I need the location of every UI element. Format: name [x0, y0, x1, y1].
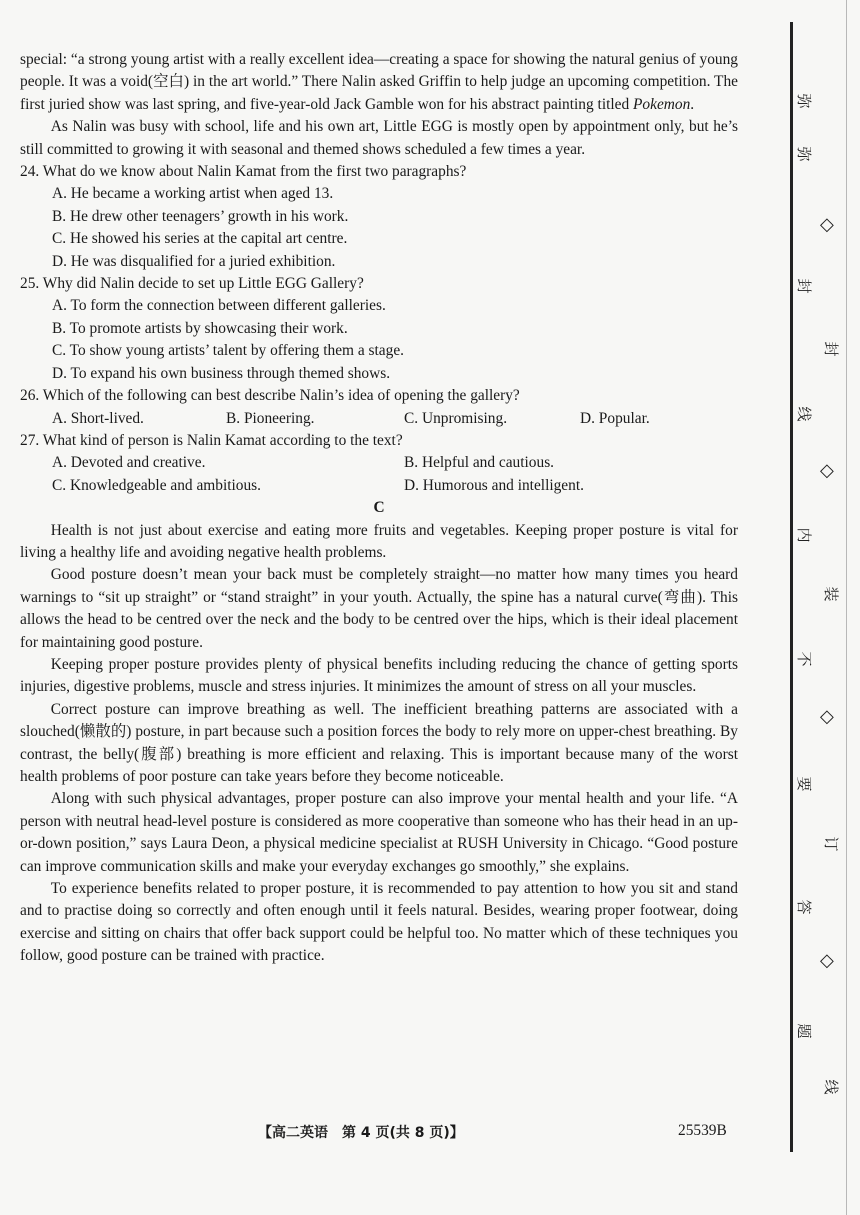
- margin-char: 线: [822, 1079, 840, 1095]
- option-c: C. To show young artists’ talent by offering them a stage.: [52, 342, 404, 360]
- options-row-2: [52, 475, 738, 497]
- option-d: D. He was disqualified for a juried exhibition.: [52, 252, 336, 270]
- question-25: [20, 273, 738, 385]
- question-26: [20, 385, 738, 430]
- passage-text-end: .: [690, 95, 695, 113]
- diamond-icon: ◇: [820, 460, 834, 481]
- question-stem: 26. Which of the following can best describe Nalin’s idea of opening the gallery?: [20, 387, 520, 405]
- question-27: [20, 430, 738, 497]
- cut-line: [846, 0, 847, 1215]
- passage-c-paragraph-4: Correct posture can improve breathing as well. The inefficient breathing patterns are associated with a slouched(懒散的) posture, in part because such a position forces the body to rely more on upper-chest breathing. By contrast, the belly(腹部) breathing is more efficient and relaxing. This is important because many of the worst health problems of poor posture can take years before they become noticeable.: [20, 700, 738, 785]
- diamond-icon: ◇: [820, 214, 834, 235]
- option-d: D. To expand his own business through themed shows.: [52, 364, 391, 382]
- option-c: C. Knowledgeable and ambitious.: [52, 476, 262, 494]
- option-b: B. Pioneering.: [226, 409, 315, 427]
- option-c: C. He showed his series at the capital art centre.: [52, 230, 348, 248]
- option-d: D. Humorous and intelligent.: [404, 476, 584, 494]
- painting-title: Pokemon: [633, 95, 691, 113]
- option-a: A. He became a working artist when aged 13.: [52, 185, 334, 203]
- question-24: [20, 161, 738, 273]
- question-stem: 25. Why did Nalin decide to set up Little EGG Gallery?: [20, 275, 364, 293]
- passage-b-paragraph: As Nalin was busy with school, life and his own art, Little EGG is mostly open by appointment only, but he’s still committed to growing it with seasonal and themed shows scheduled a few times a year.: [20, 118, 738, 158]
- question-stem: 27. What kind of person is Nalin Kamat according to the text?: [20, 431, 403, 449]
- diamond-icon: ◇: [820, 706, 834, 727]
- margin-char: 弥: [795, 93, 813, 109]
- option-d: D. Popular.: [580, 409, 650, 427]
- margin-char: 答: [795, 899, 813, 915]
- margin-char: 封: [795, 278, 813, 294]
- option-c: C. Unpromising.: [404, 409, 508, 427]
- options-row: [52, 408, 738, 430]
- passage-c-paragraph-1: Health is not just about exercise and eating more fruits and vegetables. Keeping proper posture is vital for living a healthy life and avoiding negative health problems.: [20, 521, 738, 561]
- margin-char: 弥: [795, 146, 813, 162]
- section-heading-c: C: [373, 499, 385, 517]
- margin-char: 线: [795, 406, 813, 422]
- option-a: A. To form the connection between different galleries.: [52, 297, 386, 315]
- passage-b-continued: [20, 49, 738, 116]
- option-b: B. To promote artists by showcasing their work.: [52, 319, 348, 337]
- margin-char: 要: [795, 776, 813, 792]
- margin-char: 不: [795, 651, 813, 667]
- margin-char: 装: [822, 586, 840, 602]
- exam-page-body: [20, 49, 738, 968]
- option-b: B. Helpful and cautious.: [404, 454, 555, 472]
- question-stem: 24. What do we know about Nalin Kamat from the first two paragraphs?: [20, 163, 467, 181]
- margin-char: 内: [795, 527, 813, 543]
- passage-c-paragraph-2: Good posture doesn’t mean your back must be completely straight—no matter how many times you heard warnings to “sit up straight” or “stand straight” in your youth. Actually, the spine has a natural curve(弯曲). This allows the head to be centred over the neck and the body to be centred over the hips, which is their ideal placement for maintaining good posture.: [20, 566, 738, 651]
- option-a: A. Devoted and creative.: [52, 454, 206, 472]
- page-footer: [0, 1122, 860, 1146]
- page-label: 【高二英语 第 4 页(共 8 页)】: [258, 1125, 464, 1141]
- passage-text: special: “a strong young artist with a really excellent idea—creating a space for showing the natural genius of young people. It was a void(空白) in the art world.” There Nalin asked Griffin to help judge an upcoming competition. The first juried show was last spring, and five-year-old Jack Gamble won for his abstract painting titled: [20, 51, 738, 113]
- exam-code: 25539B: [678, 1122, 727, 1139]
- binding-line: [790, 22, 793, 1152]
- options-row-1: [52, 452, 738, 474]
- margin-char: 封: [822, 341, 840, 357]
- margin-char: 订: [822, 836, 840, 852]
- passage-c-paragraph-6: To experience benefits related to proper posture, it is recommended to pay attention to how you sit and stand and to practise doing so correctly and often enough until it feels natural. Besides, wearing proper footwear, doing exercise and sitting on chairs that offer back support could be helpful too. No matter which of these techniques you follow, good posture can be trained with practice.: [20, 880, 738, 965]
- option-b: B. He drew other teenagers’ growth in his work.: [52, 207, 349, 225]
- passage-c-paragraph-3: Keeping proper posture provides plenty of physical benefits including reducing the chance of getting sports injuries, digestive problems, muscle and stress injuries. It minimizes the amount of stress on all your muscles.: [20, 655, 738, 696]
- margin-char: 题: [795, 1023, 813, 1039]
- option-a: A. Short-lived.: [52, 409, 144, 427]
- passage-c-paragraph-5: Along with such physical advantages, proper posture can also improve your mental health and your life. “A person with neutral head-level posture is considered as more cooperative than someone who has their head in an up-or-down position,” says Laura Deon, a physical medicine specialist at RUSH University in Chicago. “Good posture can improve communication skills and make your everyday exchanges go smoothly,” she explains.: [20, 790, 738, 875]
- diamond-icon: ◇: [820, 950, 834, 971]
